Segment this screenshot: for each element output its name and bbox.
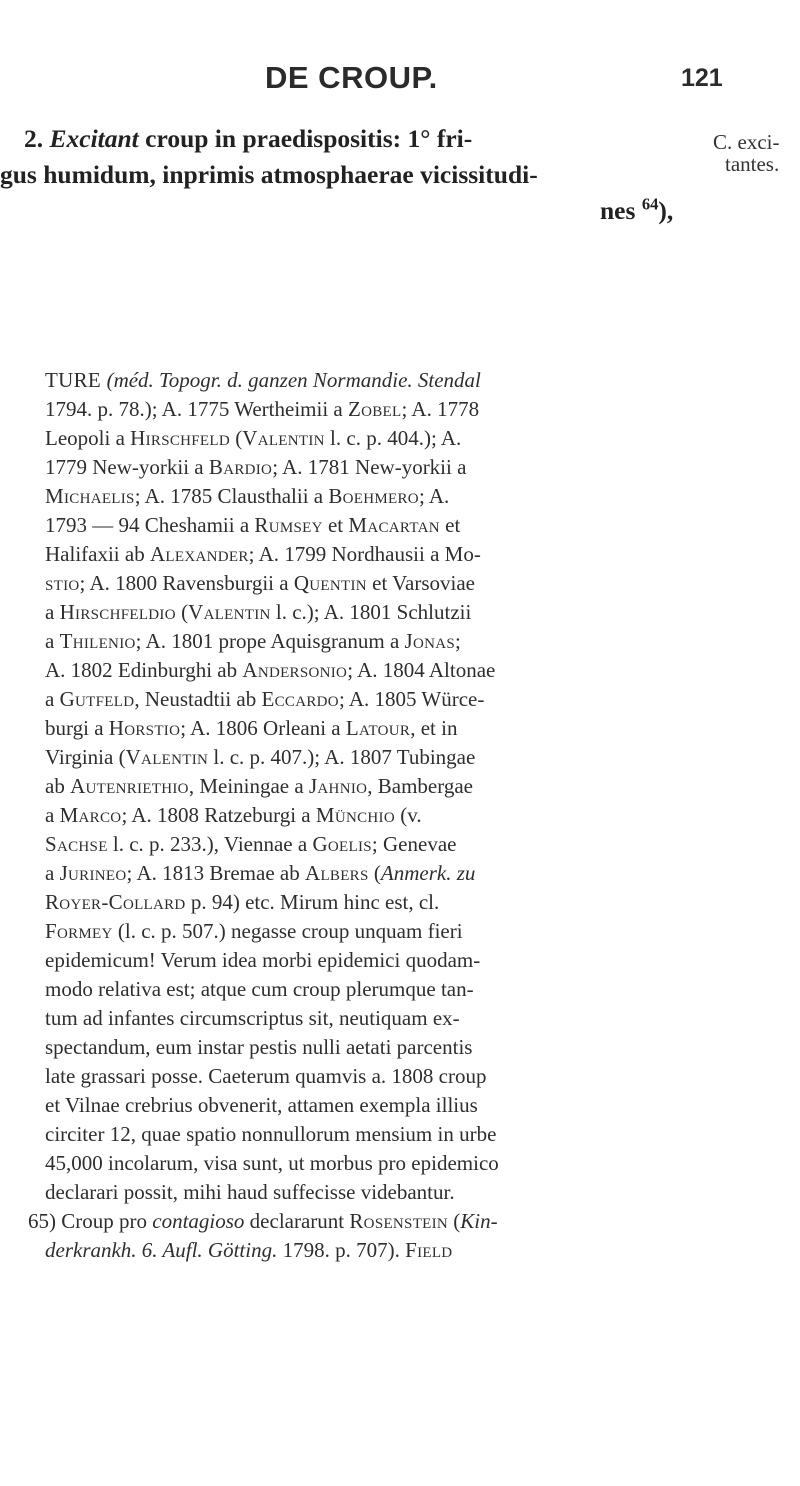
footnote-line	[28, 1209, 498, 1234]
footnote-text: ;	[455, 629, 461, 653]
footnote-text: (	[448, 1209, 461, 1233]
author-name: Valentin	[242, 426, 325, 450]
author-name: Jonas	[404, 629, 456, 653]
footnote-line	[45, 832, 456, 857]
footnote-line: late grassari posse. Caeterum quamvis a. 1808 croup	[45, 1064, 487, 1088]
footnote-text: ; Genevae	[371, 832, 457, 856]
footnote-line	[45, 745, 475, 770]
footnote-text: l. c.); A. 1801 Schlutzii	[270, 600, 472, 624]
footnote-text: 1793 — 94 Cheshamii a	[45, 513, 255, 537]
author-name: Albers	[304, 861, 369, 885]
footnote-text: ; A. 1778	[401, 397, 480, 421]
author-name: Gutfeld	[59, 687, 135, 711]
footnote-line	[45, 890, 439, 915]
author-name: Boehmero	[328, 484, 419, 508]
citation-title: (méd. Topogr. d. ganzen Normandie. Stendal	[106, 368, 481, 392]
author-name: Quentin	[293, 571, 367, 595]
citation-title: contagioso	[152, 1209, 245, 1233]
margin-note-line: C. exci-	[713, 130, 780, 154]
footnote-line	[45, 368, 481, 393]
footnote-text: ; A. 1800 Ravensburgii a	[79, 571, 294, 595]
footnote-line: epidemicum! Verum idea morbi epidemici quodam-	[45, 948, 481, 972]
footnote-text: 1779 New-yorkii a	[45, 455, 209, 479]
footnote-line: declarari possit, mihi haud suffecisse videbantur.	[45, 1180, 455, 1204]
author-name: Michaelis	[45, 484, 135, 508]
footnote-text: Leopoli a	[45, 426, 131, 450]
citation-title: Anmerk. zu	[380, 861, 476, 885]
footnote-text: 1798. p. 707).	[277, 1238, 406, 1262]
footnote-text: a	[45, 803, 60, 827]
footnote-text: l. c. p. 233.), Viennae a	[107, 832, 313, 856]
footnote-reference: 64	[641, 194, 659, 214]
footnote-text: , et in	[410, 716, 458, 740]
footnote-text: a	[45, 861, 60, 885]
footnote-line	[45, 658, 495, 683]
footnote-text: , Meiningae a	[188, 774, 309, 798]
footnote-text: l. c. p. 407.); A. 1807 Tubingae	[208, 745, 476, 769]
author-name: Rumsey	[254, 513, 323, 537]
footnote-line	[45, 542, 481, 567]
footnote-text: a	[45, 629, 60, 653]
author-name: Rosenstein	[349, 1209, 449, 1233]
author-name: Jurineo	[59, 861, 127, 885]
footnote-line: tum ad infantes circumscriptus sit, neutiquam ex-	[45, 1006, 460, 1030]
footnote-line	[45, 919, 463, 944]
author-name: Jahnio	[308, 774, 368, 798]
footnote-text: ; A. 1801 prope Aquisgranum a	[135, 629, 405, 653]
footnote-line	[45, 600, 471, 625]
footnote-text: Virginia (	[45, 745, 126, 769]
footnote-line	[45, 803, 422, 828]
paragraph-text: ),	[658, 196, 674, 225]
author-name: Royer-Collard	[45, 890, 186, 914]
margin-note	[713, 131, 798, 175]
footnote-line	[45, 484, 449, 509]
footnote-line	[45, 455, 466, 480]
footnote-line	[45, 687, 484, 712]
footnote-text: ; A. 1805 Würce-	[338, 687, 485, 711]
footnote-text: et	[439, 513, 461, 537]
author-name: Valentin	[188, 600, 271, 624]
ordinal-numeral: 1°	[407, 124, 431, 153]
footnote-text: a	[45, 600, 60, 624]
author-name: Andersonio	[242, 658, 348, 682]
footnote-text: a	[45, 687, 60, 711]
footnote-text: declararunt	[244, 1209, 350, 1233]
footnote-text: et Varsoviae	[366, 571, 475, 595]
footnote-line	[45, 426, 461, 451]
author-name: Zobel	[347, 397, 402, 421]
footnote-text: , Bambergae	[367, 774, 474, 798]
author-name: Bardio	[208, 455, 273, 479]
citation-title: Kin-	[460, 1209, 498, 1233]
footnote-line: modo relativa est; atque cum croup plerumque tan-	[45, 977, 474, 1001]
footnote-line	[45, 397, 479, 422]
footnote-text: et	[322, 513, 349, 537]
author-name: Autenriethio	[70, 774, 189, 798]
author-name: Latour	[345, 716, 411, 740]
footnote-text: p. 94) etc. Mirum hinc est, cl.	[185, 890, 440, 914]
footnote-line	[45, 629, 461, 654]
footnote-text: Halifaxii ab	[45, 542, 150, 566]
author-name: Alexander	[149, 542, 249, 566]
footnote-text: l. c. p. 404.); A.	[324, 426, 462, 450]
footnote-line	[45, 1238, 452, 1263]
page-number: 121	[681, 64, 723, 92]
footnote-text: A. 1802 Edinburghi ab	[45, 658, 243, 682]
author-name: Valentin	[125, 745, 209, 769]
paragraph-text: nes	[600, 196, 642, 225]
author-name: Münchio	[315, 803, 395, 827]
author-name: TURE	[45, 368, 107, 392]
author-name: Hirschfeld	[130, 426, 230, 450]
footnote-line	[45, 513, 460, 538]
footnote-text: ; A. 1799 Nordhausii a Mo-	[248, 542, 481, 566]
author-name: Field	[405, 1238, 453, 1262]
paragraph-text: croup in praedispositis:	[138, 124, 408, 153]
author-name: Eccardo	[261, 687, 339, 711]
running-title: DE CROUP.	[265, 60, 438, 95]
footnote-text: (	[230, 426, 243, 450]
footnote-line: et Vilnae crebrius obvenerit, attamen exempla illius	[45, 1093, 478, 1117]
footnote-text: (v.	[394, 803, 422, 827]
footnote-line	[45, 716, 457, 741]
author-name: Macartan	[348, 513, 440, 537]
paragraph-line	[24, 124, 472, 154]
author-name: Formey	[45, 919, 113, 943]
emphasized-term: Excitant	[49, 124, 139, 153]
author-name: stio	[45, 571, 80, 595]
footnote-line	[45, 861, 475, 886]
author-name: Thilenio	[59, 629, 136, 653]
paragraph-line: gus humidum, inprimis atmosphaerae vicissitudi-	[0, 160, 538, 189]
author-name: Hirschfeldio	[59, 600, 176, 624]
citation-title: derkrankh. 6. Aufl. Götting.	[45, 1238, 278, 1262]
footnote-text: ; A. 1781 New-yorkii a	[272, 455, 467, 479]
footnote-text: (	[175, 600, 189, 624]
paragraph-line	[600, 196, 673, 226]
footnote-text: ; A. 1813 Bremae ab	[126, 861, 305, 885]
margin-note-line: tantes.	[725, 152, 780, 176]
footnote-text: (l. c. p. 507.) negasse croup unquam fieri	[112, 919, 463, 943]
author-name: Goelis	[312, 832, 372, 856]
footnote-text: ab	[45, 774, 71, 798]
footnote-text: ; A. 1806 Orleani a	[180, 716, 346, 740]
footnote-text: , Neustadtii ab	[134, 687, 262, 711]
footnote-text: ; A. 1804 Altonae	[347, 658, 496, 682]
footnote-text: burgi a	[45, 716, 109, 740]
footnote-line: circiter 12, quae spatio nonnullorum mensium in urbe	[45, 1122, 497, 1146]
footnote-text: 1794. p. 78.); A. 1775 Wertheimii a	[45, 397, 348, 421]
footnote-line	[45, 571, 475, 596]
running-head	[0, 60, 800, 100]
footnote-text: ; A. 1808 Ratzeburgi a	[121, 803, 316, 827]
footnote-text: ; A. 1785 Clausthalii a	[134, 484, 329, 508]
footnote-line: 45,000 incolarum, visa sunt, ut morbus pro epidemico	[45, 1151, 499, 1175]
paragraph-number: 2.	[24, 124, 44, 153]
footnote-line: spectandum, eum instar pestis nulli aetati parcentis	[45, 1035, 473, 1059]
author-name: Horstio	[108, 716, 181, 740]
footnote-text: ; A.	[418, 484, 450, 508]
footnote-text: 65) Croup pro	[28, 1209, 153, 1233]
footnote-line	[45, 774, 473, 799]
footnote-text: (	[368, 861, 381, 885]
author-name: Sachse	[45, 832, 108, 856]
paragraph-text: fri-	[430, 124, 473, 153]
author-name: Marco	[59, 803, 122, 827]
